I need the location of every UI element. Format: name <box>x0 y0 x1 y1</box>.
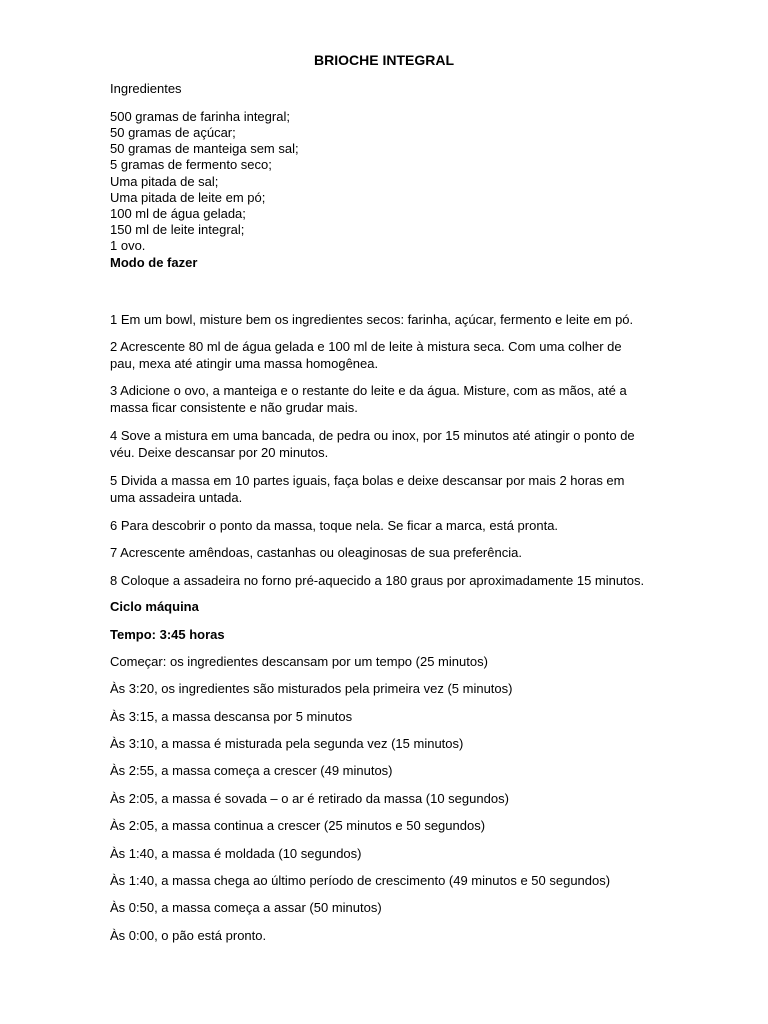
ingredient-item: 500 gramas de farinha integral; <box>110 109 290 124</box>
cycle-item: Às 2:05, a massa continua a crescer (25 minutos e 50 segundos) <box>110 818 486 833</box>
ingredient-item: Uma pitada de sal; <box>110 174 219 189</box>
method-heading: Modo de fazer <box>110 255 198 270</box>
cycle-item: Começar: os ingredientes descansam por um tempo (25 minutos) <box>110 654 488 669</box>
cycle-heading: Ciclo máquina <box>110 599 199 614</box>
cycle-item: Às 1:40, a massa é moldada (10 segundos) <box>110 846 362 861</box>
cycle-item: Às 1:40, a massa chega ao último período de crescimento (49 minutos e 50 segundos) <box>110 873 611 888</box>
time-heading: Tempo: 3:45 horas <box>110 627 225 642</box>
method-step: 6 Para descobrir o ponto da massa, toque nela. Se ficar a marca, está pronta. <box>110 518 559 533</box>
method-step: 5 Divida a massa em 10 partes iguais, faça bolas e deixe descansar por mais 2 horas em uma assadeira untada. <box>110 473 625 505</box>
cycle-item: Às 0:50, a massa começa a assar (50 minutos) <box>110 900 382 915</box>
ingredient-item: 5 gramas de fermento seco; <box>110 157 272 172</box>
method-step: 4 Sove a mistura em uma bancada, de pedra ou inox, por 15 minutos até atingir o ponto de véu. Deixe descansar por 20 minutos. <box>110 428 635 460</box>
cycle-item: Às 2:55, a massa começa a crescer (49 minutos) <box>110 763 393 778</box>
method-step: 1 Em um bowl, misture bem os ingredientes secos: farinha, açúcar, fermento e leite em pó. <box>110 312 634 327</box>
method-step: 3 Adicione o ovo, a manteiga e o restante do leite e da água. Misture, com as mãos, até a massa ficar consistente e não grudar mais. <box>110 383 627 415</box>
ingredient-item: 1 ovo. <box>110 238 146 253</box>
method-step: 2 Acrescente 80 ml de água gelada e 100 ml de leite à mistura seca. Com uma colher de pau, mexa até atingir uma massa homogênea. <box>110 339 622 371</box>
cycle-item: Às 2:05, a massa é sovada – o ar é retirado da massa (10 segundos) <box>110 791 509 806</box>
ingredient-item: 50 gramas de manteiga sem sal; <box>110 141 299 156</box>
cycle-item: Às 3:10, a massa é misturada pela segunda vez (15 minutos) <box>110 736 464 751</box>
method-step: 7 Acrescente amêndoas, castanhas ou oleaginosas de sua preferência. <box>110 545 522 560</box>
ingredient-item: Uma pitada de leite em pó; <box>110 190 266 205</box>
document-title: BRIOCHE INTEGRAL <box>314 52 454 68</box>
method-step: 8 Coloque a assadeira no forno pré-aquecido a 180 graus por aproximadamente 15 minutos. <box>110 573 645 588</box>
ingredient-item: 50 gramas de açúcar; <box>110 125 236 140</box>
cycle-item: Às 0:00, o pão está pronto. <box>110 928 267 943</box>
ingredients-heading: Ingredientes <box>110 81 182 96</box>
ingredient-item: 150 ml de leite integral; <box>110 222 245 237</box>
cycle-item: Às 3:15, a massa descansa por 5 minutos <box>110 709 353 724</box>
ingredient-item: 100 ml de água gelada; <box>110 206 246 221</box>
cycle-item: Às 3:20, os ingredientes são misturados pela primeira vez (5 minutos) <box>110 681 513 696</box>
